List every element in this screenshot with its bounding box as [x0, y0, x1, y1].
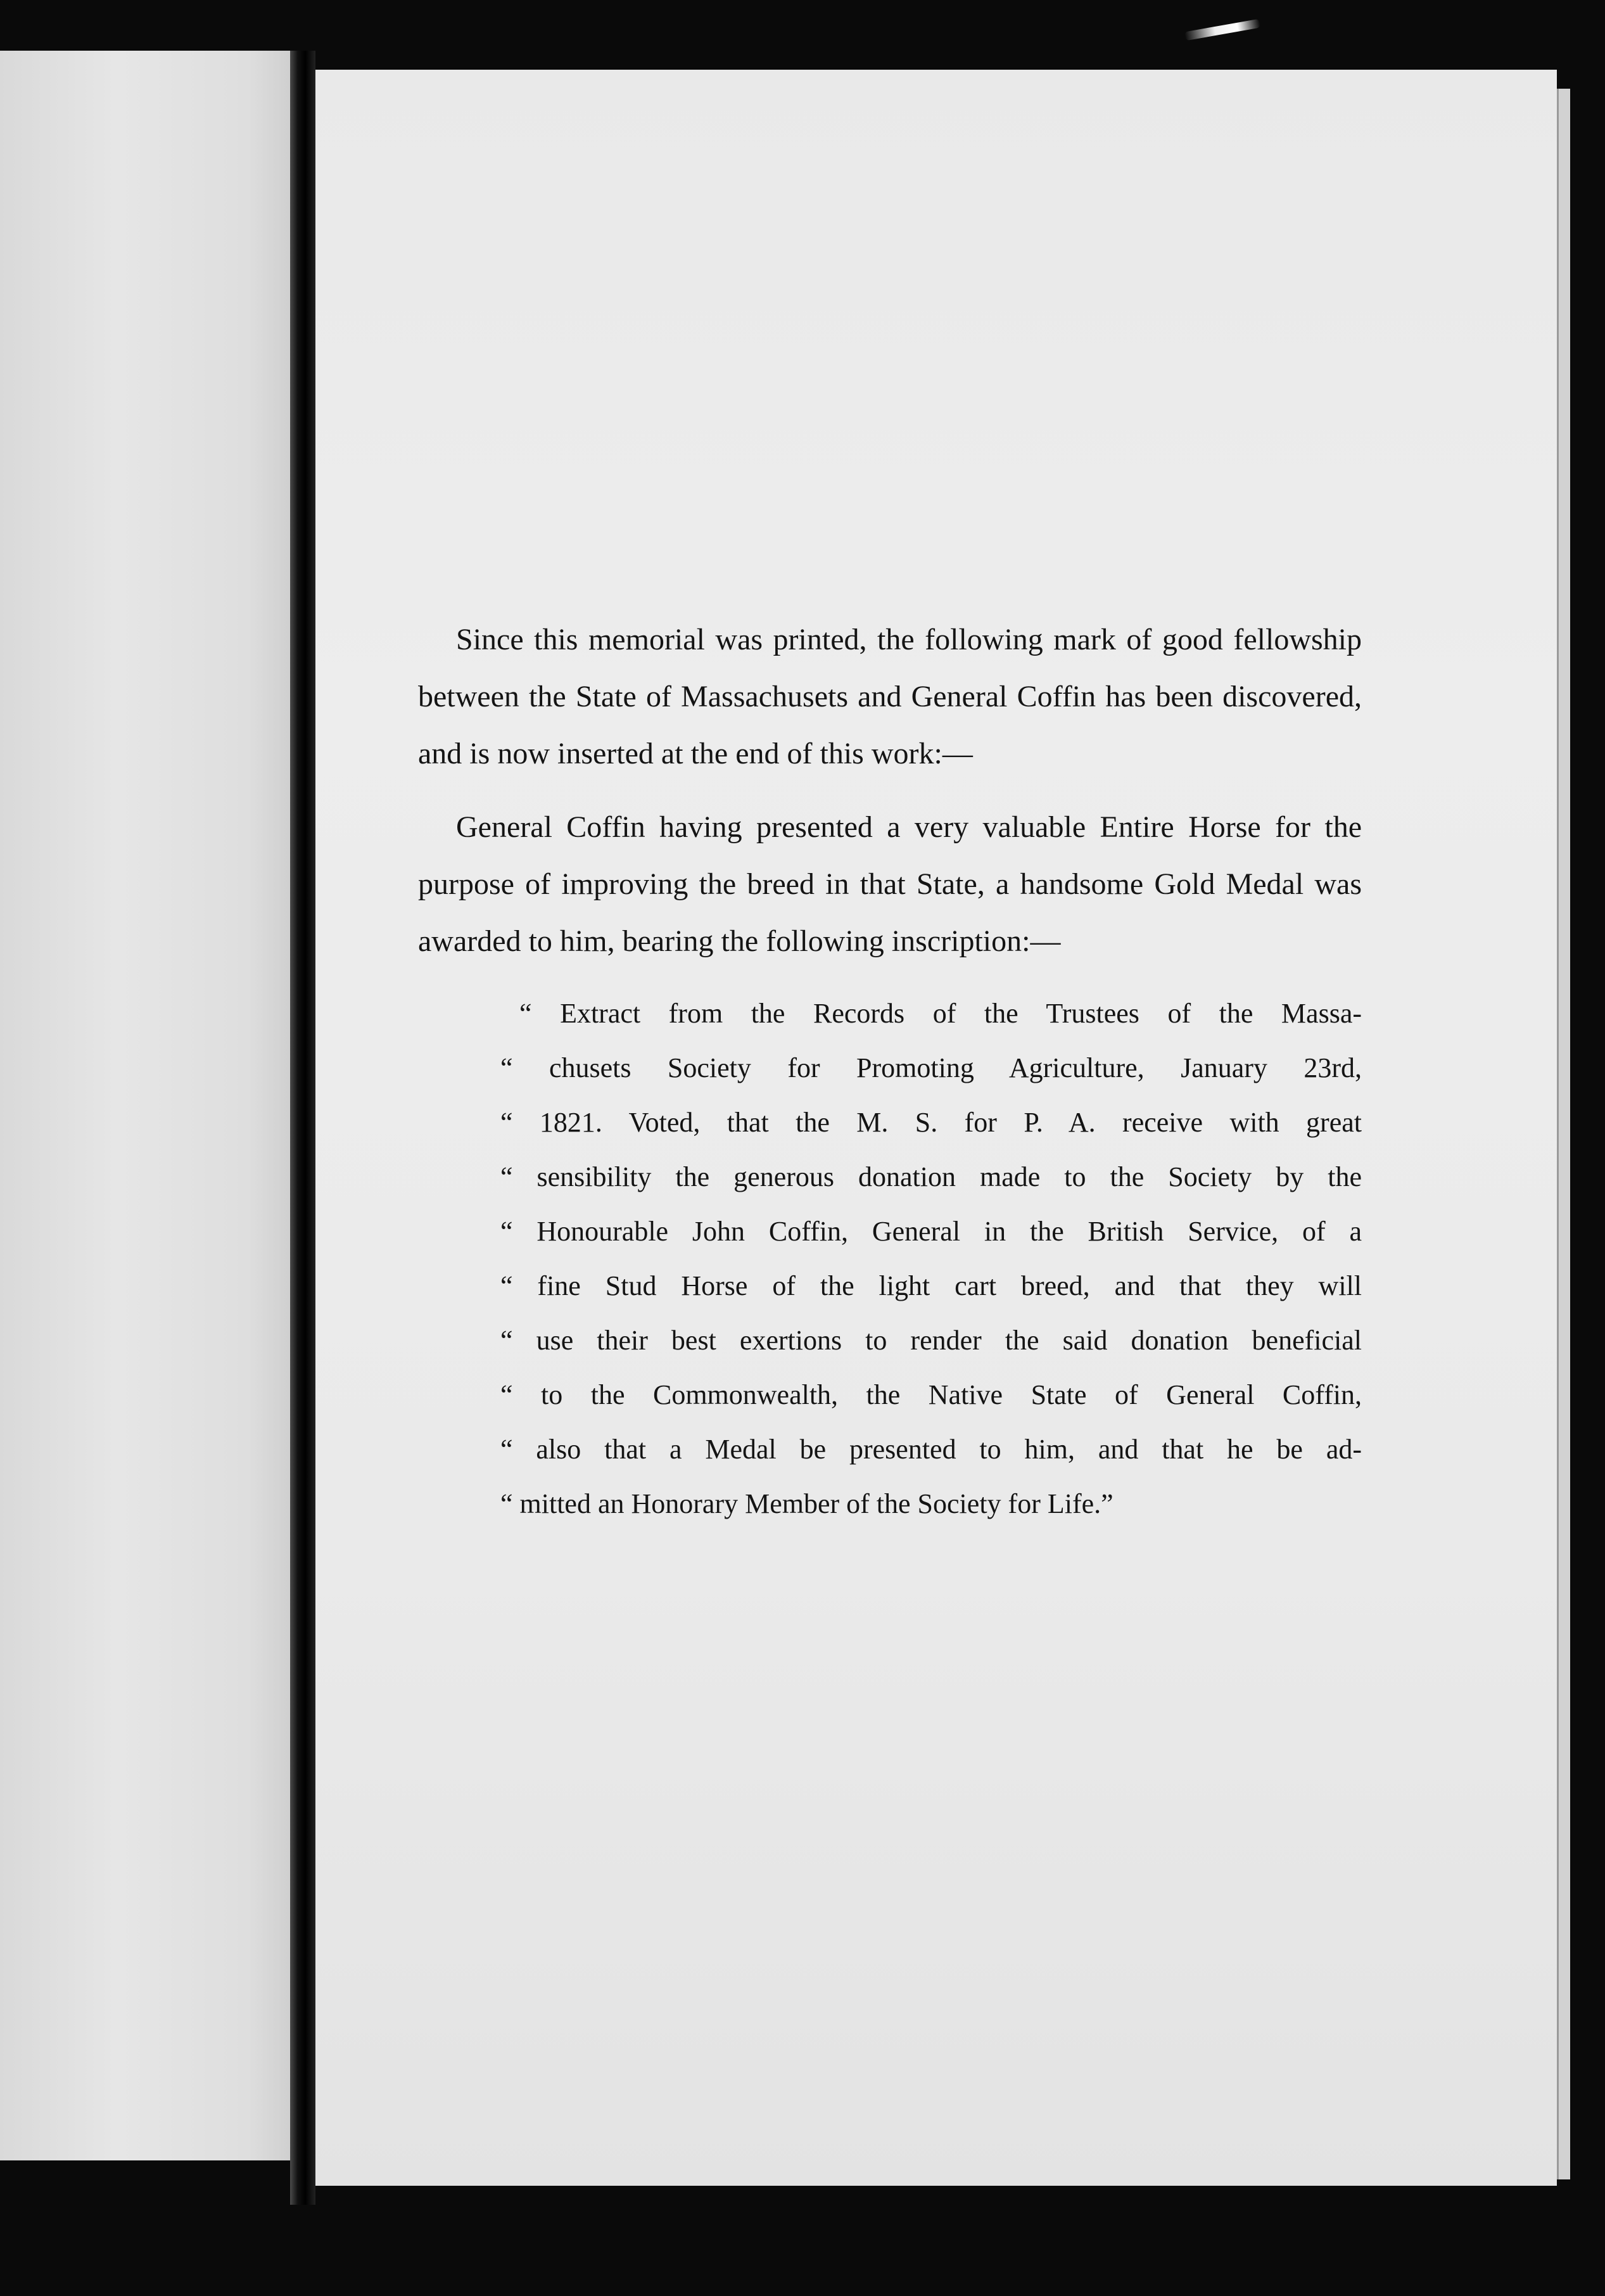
page-text — [418, 611, 1362, 1531]
facing-page — [0, 51, 291, 2160]
quote-line: “ fine Stud Horse of the light cart breed, and that they will — [500, 1270, 1362, 1301]
medal-inscription-quote — [418, 986, 1362, 1531]
quote-line: “ 1821. Voted, that the M. S. for P. A. receive with great — [500, 1107, 1362, 1138]
quote-line: “ chusets Society for Promoting Agriculture, January 23rd, — [500, 1052, 1362, 1083]
book-gutter — [290, 51, 315, 2205]
paragraph-gold-medal: General Coffin having presented a very valuable Entire Horse for the purpose of improving the breed in that State, a handsome Gold Medal was awarded to him, bearing the following inscription:— — [418, 810, 1362, 958]
quote-line: “ sensibility the generous donation made to the Society by the — [500, 1161, 1362, 1192]
quote-line: “ Honourable John Coffin, General in the British Service, of a — [500, 1216, 1362, 1247]
page-edge — [1557, 89, 1570, 2179]
quote-line: “ use their best exertions to render the said donation beneficial — [500, 1325, 1362, 1356]
quote-line: “ Extract from the Records of the Trustees of the Massa- — [519, 998, 1362, 1029]
quote-line: “ to the Commonwealth, the Native State of General Coffin, — [500, 1379, 1362, 1410]
scan-artifact — [1184, 19, 1261, 41]
quote-line: “ also that a Medal be presented to him, and that he be ad- — [500, 1434, 1362, 1465]
quote-line: “ mitted an Honorary Member of the Society for Life.” — [500, 1488, 1113, 1519]
paragraph-memorial-note: Since this memorial was printed, the following mark of good fellowship between the State of Massachusets and General Coffin has been discovered, and is now inserted at the end of this work:— — [418, 623, 1362, 770]
